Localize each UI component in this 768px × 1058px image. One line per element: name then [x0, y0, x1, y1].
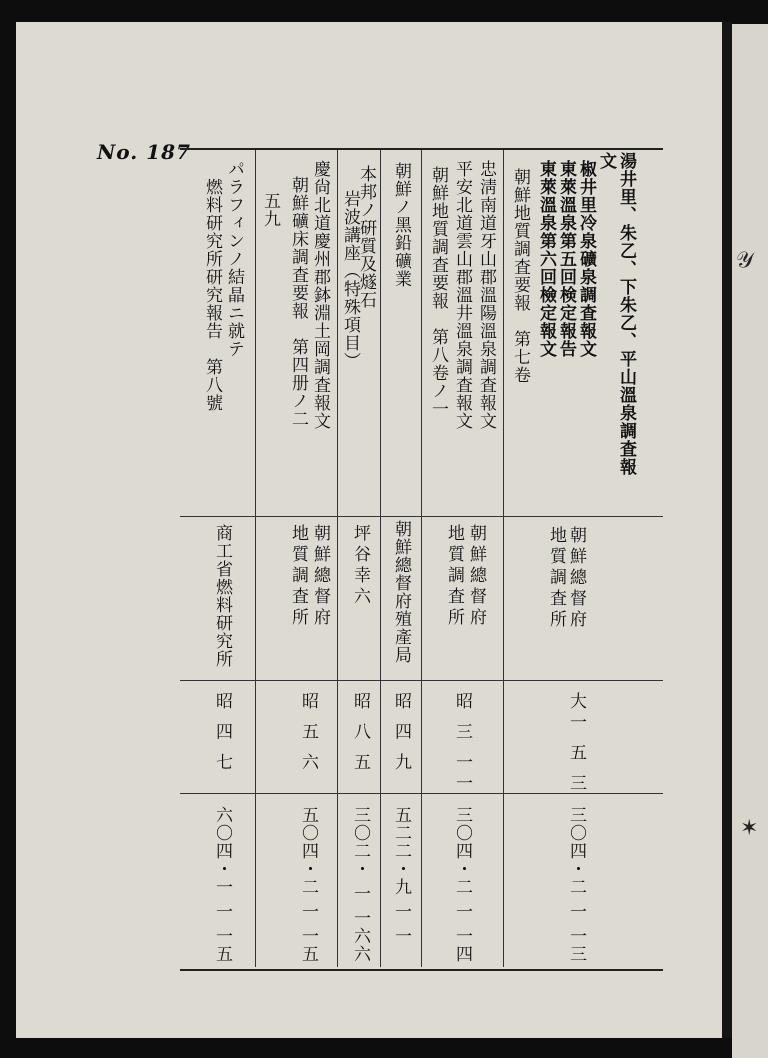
entry-author: 朝鮮總督府 — [566, 526, 586, 631]
entry-title: 平安北道雲山郡溫井溫泉調査報文 — [452, 160, 472, 430]
entry-title: 慶尙北道慶州郡鉢淵土岡調査報文 — [310, 160, 330, 430]
entry-date: 昭 四 九 — [391, 692, 411, 774]
entry-title: 燃料研究所研究報告 第八號 — [202, 178, 222, 412]
entry-author: 地質調査所 — [288, 524, 308, 629]
entry-title: パラフィンノ結晶ニ就テ — [224, 160, 244, 358]
column-divider — [337, 150, 338, 967]
entry-title: 椒井里冷泉礦泉調査報文 — [576, 160, 596, 358]
column-divider — [503, 150, 504, 967]
entry-author: 坪谷幸六 — [350, 524, 370, 608]
entry-date: 昭 五 六 — [298, 692, 318, 774]
entry-title: 朝鮮ノ黑鉛礦業 — [391, 162, 411, 288]
entry-code: 五二二・九 一 一 — [391, 806, 411, 945]
entry-code: 三〇四・二 一 一四 — [452, 806, 472, 963]
entry-title: 本邦ノ硏質及燧石 — [356, 165, 376, 309]
entry-title: 岩波講座（特殊項目） — [340, 190, 360, 370]
entry-author: 地質調査所 — [444, 524, 464, 629]
entry-code: 五〇四・二 一 一五 — [298, 806, 318, 963]
adjacent-page-edge — [732, 24, 768, 1058]
entry-date: 昭 四 七 — [212, 692, 232, 774]
page-number: No. 187 — [97, 140, 191, 164]
entry-title: 忠淸南道牙山郡溫陽溫泉調査報文 — [476, 160, 496, 430]
entry-author: 地質調査所 — [546, 526, 566, 631]
entry-title: 文 — [596, 152, 616, 170]
stray-mark-icon: ✶ — [740, 816, 759, 841]
entry-author: 商工省燃料研究所 — [212, 524, 232, 668]
entry-title: 五九 — [260, 192, 280, 228]
entry-title: 東萊溫泉第五回検定報告 — [556, 160, 576, 358]
entry-author: 朝鮮總督府 — [310, 524, 330, 629]
entry-date: 昭 八 五 — [350, 692, 370, 774]
entry-code: 三〇二・ 一 一六六 — [350, 806, 370, 963]
entry-title: 朝鮮礦床調査要報 第四册ノ二 — [288, 176, 308, 428]
entry-title: 朝鮮地質調査要報 第七卷 — [510, 168, 530, 384]
entry-date: 大一 五 三 — [566, 692, 586, 795]
entry-title: 東萊溫泉第六回檢定報文 — [536, 160, 556, 358]
entry-code: 三〇四・二 一 一三 — [566, 806, 586, 963]
entry-title: 湯井里、朱乙、下朱乙、平山溫泉調査報 — [616, 152, 636, 476]
entry-author: 朝鮮總督府 — [466, 524, 486, 629]
column-divider — [421, 150, 422, 967]
binding-spine — [722, 22, 732, 1038]
entry-title: 朝鮮地質調査要報 第八卷ノ一 — [428, 166, 448, 418]
entry-code: 六〇四・一 一 一五 — [212, 806, 232, 963]
column-divider — [255, 150, 256, 967]
column-divider — [380, 150, 381, 967]
entry-author: 朝鮮總督府殖產局 — [391, 520, 411, 664]
stray-mark-icon: 𝒴 — [736, 248, 754, 273]
entry-date: 昭 三 一一 — [452, 692, 472, 795]
